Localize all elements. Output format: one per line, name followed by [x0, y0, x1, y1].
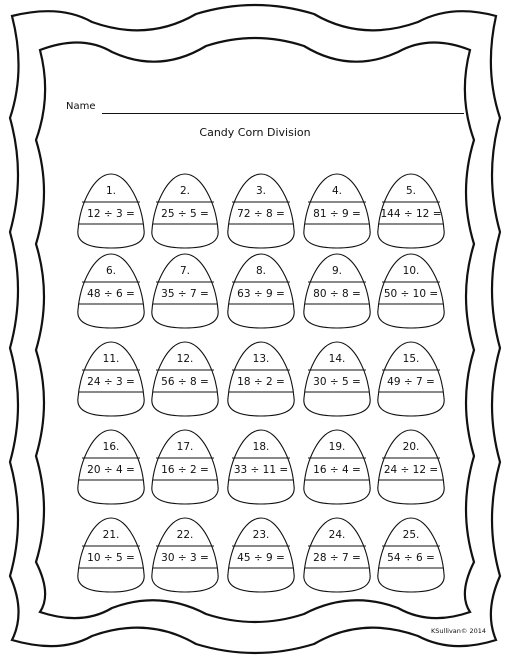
worksheet-title: Candy Corn Division — [199, 126, 311, 139]
candy-corn-1 — [76, 172, 146, 252]
problem-number: 15. — [402, 353, 420, 365]
problem-number: 24. — [328, 529, 346, 541]
problem-number: 20. — [402, 441, 420, 453]
division-problem: 56 ÷ 8 = — [161, 376, 209, 388]
division-problem: 25 ÷ 5 = — [161, 208, 209, 220]
division-problem: 30 ÷ 3 = — [161, 552, 209, 564]
problem-number: 11. — [102, 353, 120, 365]
candy-corn-20 — [376, 428, 446, 508]
candy-corn-22 — [150, 516, 220, 596]
candy-corn-15 — [376, 340, 446, 420]
candy-corn-7 — [150, 252, 220, 332]
candy-corn-18 — [226, 428, 296, 508]
division-problem: 45 ÷ 9 = — [237, 552, 285, 564]
problem-number: 19. — [328, 441, 346, 453]
problem-number: 25. — [402, 529, 420, 541]
division-problem: 28 ÷ 7 = — [313, 552, 361, 564]
problem-number: 12. — [176, 353, 194, 365]
problem-number: 8. — [255, 265, 267, 277]
candy-corn-3 — [226, 172, 296, 252]
division-problem: 12 ÷ 3 = — [87, 208, 135, 220]
division-problem: 10 ÷ 5 = — [87, 552, 135, 564]
division-problem: 50 ÷ 10 = — [383, 288, 439, 300]
problem-number: 22. — [176, 529, 194, 541]
division-problem: 72 ÷ 8 = — [237, 208, 285, 220]
division-problem: 144 ÷ 12 = — [380, 208, 442, 220]
problem-number: 10. — [402, 265, 420, 277]
name-blank-line[interactable] — [102, 113, 464, 114]
problem-number: 1. — [105, 185, 117, 197]
name-label: Name — [66, 101, 96, 112]
problem-number: 7. — [179, 265, 191, 277]
candy-corn-8 — [226, 252, 296, 332]
problem-number: 21. — [102, 529, 120, 541]
problem-number: 13. — [252, 353, 270, 365]
candy-corn-21 — [76, 516, 146, 596]
candy-corn-19 — [302, 428, 372, 508]
candy-corn-4 — [302, 172, 372, 252]
division-problem: 16 ÷ 4 = — [313, 464, 361, 476]
division-problem: 35 ÷ 7 = — [161, 288, 209, 300]
candy-corn-11 — [76, 340, 146, 420]
candy-corn-2 — [150, 172, 220, 252]
problem-number: 17. — [176, 441, 194, 453]
problem-number: 18. — [252, 441, 270, 453]
candy-corn-10 — [376, 252, 446, 332]
candy-corn-13 — [226, 340, 296, 420]
division-problem: 24 ÷ 3 = — [87, 376, 135, 388]
division-problem: 81 ÷ 9 = — [313, 208, 361, 220]
problem-number: 23. — [252, 529, 270, 541]
division-problem: 49 ÷ 7 = — [387, 376, 435, 388]
division-problem: 63 ÷ 9 = — [237, 288, 285, 300]
problem-number: 16. — [102, 441, 120, 453]
candy-corn-25 — [376, 516, 446, 596]
problem-number: 2. — [179, 185, 191, 197]
division-problem: 24 ÷ 12 = — [383, 464, 439, 476]
problem-number: 9. — [331, 265, 343, 277]
candy-corn-9 — [302, 252, 372, 332]
division-problem: 16 ÷ 2 = — [161, 464, 209, 476]
division-problem: 48 ÷ 6 = — [87, 288, 135, 300]
division-problem: 30 ÷ 5 = — [313, 376, 361, 388]
candy-corn-5 — [376, 172, 446, 252]
candy-corn-12 — [150, 340, 220, 420]
candy-corn-24 — [302, 516, 372, 596]
name-row — [66, 100, 464, 116]
problem-number: 14. — [328, 353, 346, 365]
candy-corn-6 — [76, 252, 146, 332]
problem-number: 4. — [331, 185, 343, 197]
candy-corn-14 — [302, 340, 372, 420]
candy-corn-16 — [76, 428, 146, 508]
copyright-credit: KSullivan© 2014 — [431, 627, 486, 635]
problem-number: 3. — [255, 185, 267, 197]
candy-corn-17 — [150, 428, 220, 508]
division-problem: 18 ÷ 2 = — [237, 376, 285, 388]
problem-number: 6. — [105, 265, 117, 277]
problem-number: 5. — [405, 185, 417, 197]
division-problem: 20 ÷ 4 = — [87, 464, 135, 476]
division-problem: 80 ÷ 8 = — [313, 288, 361, 300]
division-problem: 33 ÷ 11 = — [233, 464, 289, 476]
candy-corn-23 — [226, 516, 296, 596]
division-problem: 54 ÷ 6 = — [387, 552, 435, 564]
